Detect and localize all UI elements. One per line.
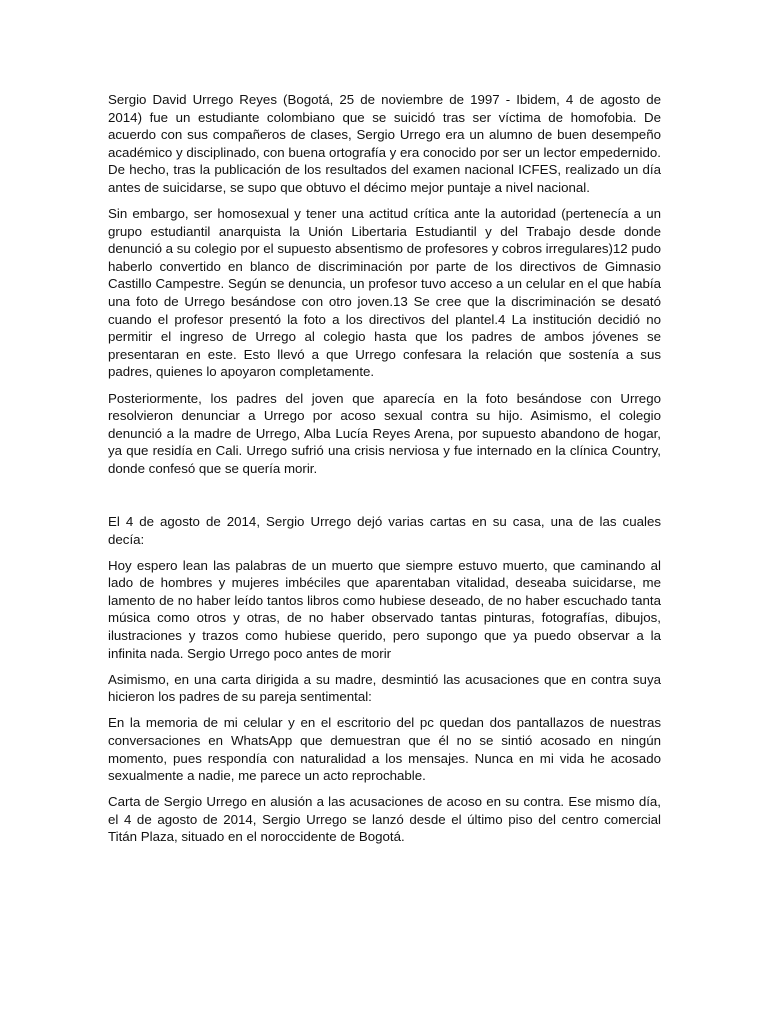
paragraph-discrimination: Sin embargo, ser homosexual y tener una actitud crítica ante la autoridad (pertenecía a un grupo estudiantil anarquista la Unión Libertaria Estudiantil y del Trabajo desde donde denunció a su colegio por el supuesto absentismo de profesores y cobros irregulares)12 pudo haberlo convertido en blanco de discriminación por parte de los directivos de Gimnasio Castillo Campestre. Según se denuncia, un profesor tuvo acceso a un celular en el que había una foto de Urrego besándose con otro joven.13 Se cree que la discriminación se desató cuando el profesor presentó la foto a los directivos del plantel.4 La institución decidió no permitir el ingreso de Urrego al colegio hasta que los padres de ambos jóvenes se presentaran en este. Esto llevó a que Urrego confesara la relación que sostenía a sus padres, quienes lo apoyaron completamente. (108, 206, 661, 380)
paragraph-biography: Sergio David Urrego Reyes (Bogotá, 25 de noviembre de 1997 - Ibidem, 4 de agosto de 2014) fue un estudiante colombiano que se suicidó tras ser víctima de homofobia. De acuerdo con sus compañeros de clases, Sergio Urrego era un alumno de buen desempeño académico y disciplinado, con buena ortografía y era conocido por ser un lector empedernido. De hecho, tras la publicación de los resultados del examen nacional ICFES, realizado un día antes de suicidarse, se supo que obtuvo el décimo mejor puntaje a nivel nacional. (108, 92, 661, 195)
paragraph-accusations: Posteriormente, los padres del joven que aparecía en la foto besándose con Urrego resolvieron denunciar a Urrego por acoso sexual contra su hijo. Asimismo, el colegio denunció a la madre de Urrego, Alba Lucía Reyes Arena, por supuesto abandono de hogar, ya que residía en Cali. Urrego sufrió una crisis nerviosa y fue internado en la clínica Country, donde confesó que se quería morir. (108, 390, 661, 476)
paragraph-mother-letter-quote: En la memoria de mi celular y en el escritorio del pc quedan dos pantallazos de nuestras conversaciones en WhatsApp que demuestran que él no se sintió acosado en ningún momento, pues respondía con naturalidad a los mensajes. Nunca en mi vida he acosado sexualmente a nadie, me parece un acto reprochable. (108, 715, 661, 784)
paragraph-gap (108, 486, 661, 513)
paragraph-conclusion: Carta de Sergio Urrego en alusión a las acusaciones de acoso en su contra. Ese mismo día, el 4 de agosto de 2014, Sergio Urrego se lanzó desde el último piso del centro comercial Titán Plaza, situado en el noroccidente de Bogotá. (108, 794, 661, 845)
paragraph-letter-quote: Hoy espero lean las palabras de un muerto que siempre estuvo muerto, que caminando al lado de hombres y mujeres imbéciles que aparentaban vitalidad, deseaba suicidarse, me lamento de no haber leído tantos libros como hubiese deseado, de no haber escuchado tanta música como otros y otras, de no haber observado tantas pinturas, fotografías, dibujos, ilustraciones y trazos como hubiese querido, pero supongo que ya puedo observar a la infinita nada. Sergio Urrego poco antes de morir (108, 557, 661, 661)
paragraph-mother-letter-intro: Asimismo, en una carta dirigida a su madre, desmintió las acusaciones que en contra suya hicieron los padres de su pareja sentimental: (108, 671, 661, 705)
paragraph-letters-intro: El 4 de agosto de 2014, Sergio Urrego dejó varias cartas en su casa, una de las cuales decía: (108, 513, 661, 547)
